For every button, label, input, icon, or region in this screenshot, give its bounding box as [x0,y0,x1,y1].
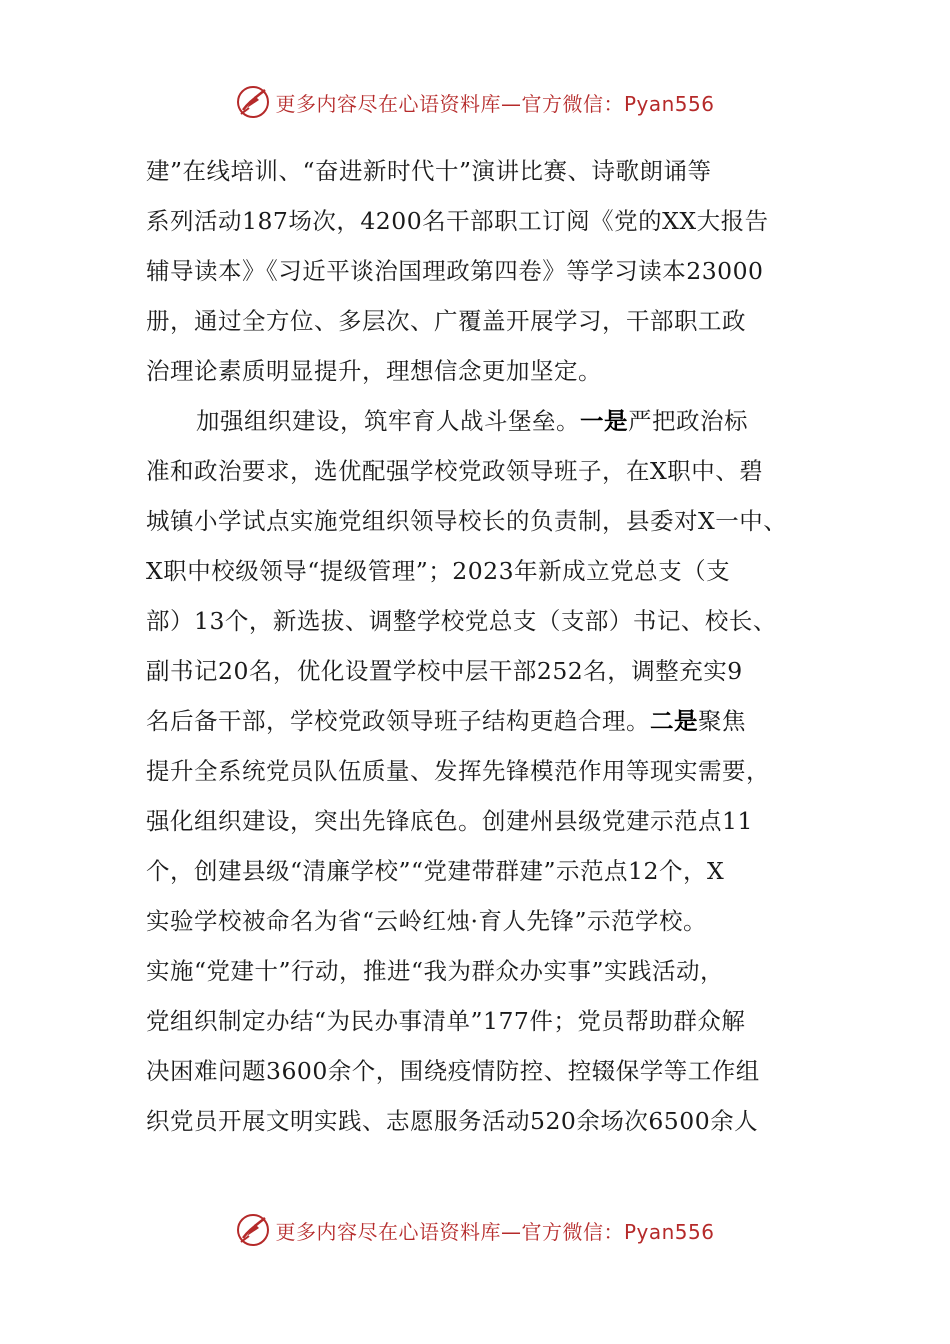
text-segment: 名后备干部，学校党政领导班子结构更趋合理。 [146,707,650,735]
text-segment: 聚焦 [698,707,746,735]
logo-icon [235,84,271,120]
text-line: X职中校级领导“提级管理”；2023年新成立党总支（支 [146,557,731,585]
text-line: 提升全系统党员队伍质量、发挥先锋模范作用等现实需要， [146,757,770,785]
document-body [146,146,826,1146]
text-line: 织党员开展文明实践、志愿服务活动520余场次6500余人 [146,1107,759,1135]
text-line: 辅导读本》《习近平谈治国理政第四卷》等学习读本23000 [146,257,764,285]
text-line: 实施“党建十”行动，推进“我为群众办实事”实践活动， [146,957,725,985]
text-line-mixed [146,696,826,746]
bold-marker: 二是 [650,707,698,735]
text-line: 实验学校被命名为省“云岭红烛·育人先锋”示范学校。 [146,907,707,935]
text-line: 城镇小学试点实施党组织领导校长的负责制，县委对X一中、 [146,507,788,535]
text-segment: 严把政治标 [628,407,748,435]
footer-banner-text: 更多内容尽在心语资料库—官方微信：Pyan556 [275,1219,715,1244]
text-line: 册，通过全方位、多层次、广覆盖开展学习，干部职工政 [146,307,746,335]
text-line: 决困难问题3600余个，围绕疫情防控、控辍保学等工作组 [146,1057,760,1085]
footer-banner [0,1210,950,1250]
text-line: 副书记20名，优化设置学校中层干部252名，调整充实9 [146,657,743,685]
logo-icon [235,1212,271,1248]
text-line: 准和政治要求，选优配强学校党政领导班子，在X职中、碧 [146,457,764,485]
text-line: 个，创建县级“清廉学校”“党建带群建”示范点12个，X [146,857,725,885]
text-line: 系列活动187场次，4200名干部职工订阅《党的XX大报告 [146,207,769,235]
paragraph-start-line [146,396,826,446]
text-segment: 加强组织建设，筑牢育人战斗堡垒。 [196,407,580,435]
header-banner-text: 更多内容尽在心语资料库—官方微信：Pyan556 [275,91,715,116]
text-line: 部）13个，新选拔、调整学校党总支（支部）书记、校长、 [146,607,777,635]
header-banner [0,82,950,122]
text-line: 强化组织建设，突出先锋底色。创建州县级党建示范点11 [146,807,753,835]
text-line: 党组织制定办结“为民办事清单”177件；党员帮助群众解 [146,1007,746,1035]
text-line: 建”在线培训、“奋进新时代十”演讲比赛、诗歌朗诵等 [146,157,712,185]
bold-marker: 一是 [580,407,628,435]
text-line: 治理论素质明显提升，理想信念更加坚定。 [146,357,602,385]
